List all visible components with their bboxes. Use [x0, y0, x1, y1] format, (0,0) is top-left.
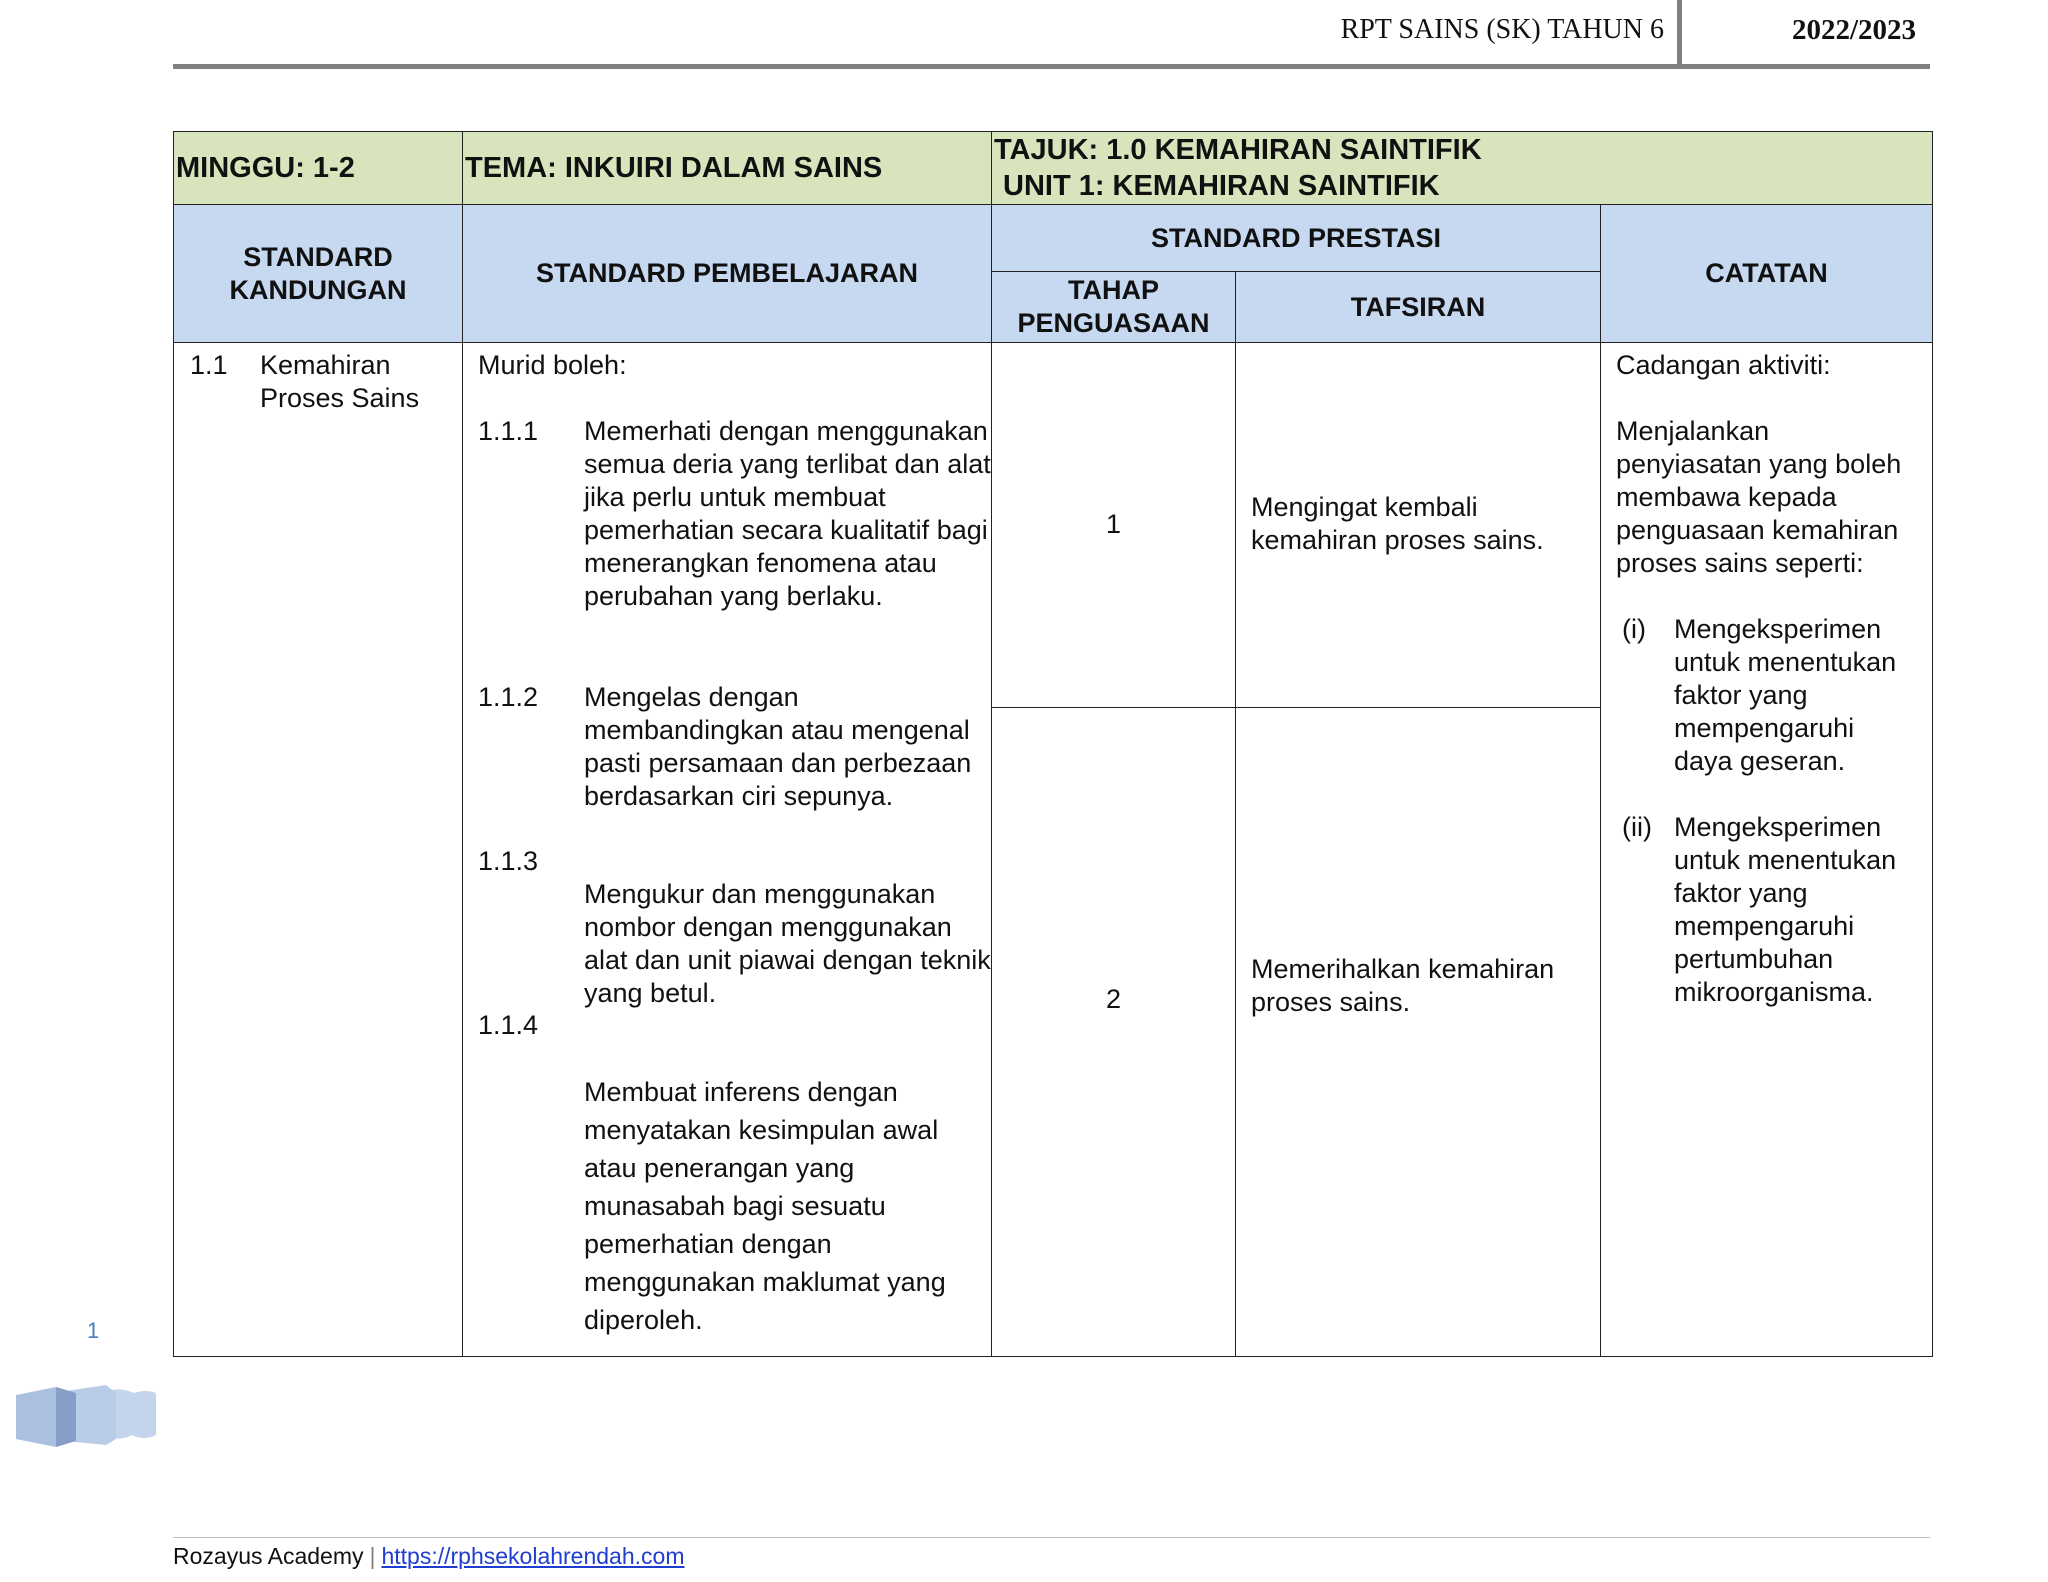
footer-rule [173, 1537, 1930, 1538]
footer-separator: | [369, 1543, 376, 1569]
header-tahap-penguasaan [992, 272, 1236, 343]
row-divider [991, 707, 1236, 708]
footer [173, 1543, 684, 1570]
header-tafsiran: TAFSIRAN [1236, 272, 1601, 343]
catatan-item-text: Mengeksperimen untuk menentukan faktor yang mempengaruhi pertumbuhan mikroorganisma. [1674, 812, 1897, 1007]
sp-item-text: Mengelas dengan membandingkan atau mengenal pasti persamaan dan perbezaan berdasarkan ciri sepunya. [584, 682, 972, 811]
header-standard-prestasi: STANDARD PRESTASI [992, 205, 1601, 272]
sp-item-code: 1.1.1 [478, 416, 539, 446]
page-header [173, 0, 1930, 69]
tafsiran-value: Mengingat kembali kemahiran proses sains. [1251, 492, 1544, 555]
tajuk-line-2: UNIT 1: KEMAHIRAN SAINTIFIK [1003, 170, 1440, 202]
page-number: 1 [87, 1318, 100, 1343]
footer-org: Rozayus Academy [173, 1543, 364, 1569]
tahap-penguasaan-cell [992, 343, 1236, 1357]
tajuk-cell [992, 132, 1933, 205]
logo-icon [16, 1385, 156, 1447]
header-year: 2022/2023 [1791, 14, 1916, 46]
sp-item-code: 1.1.3 [478, 846, 539, 876]
header-standard-pembelajaran: STANDARD PEMBELAJARAN [463, 205, 992, 343]
sp-item-code: 1.1.2 [478, 682, 539, 712]
header-title: RPT SAINS (SK) TAHUN 6 [1340, 14, 1664, 45]
sp-item-text: Mengukur dan menggunakan nombor dengan menggunakan alat dan unit piawai dengan teknik yang betul. [584, 879, 991, 1008]
header-sk-line-1: STANDARD [243, 241, 393, 272]
tahap-value: 2 [1105, 984, 1122, 1014]
standard-kandungan-cell [174, 343, 463, 1357]
tafsiran-value: Memerihalkan kemahiran proses sains. [1251, 954, 1555, 1017]
content-row [174, 343, 1933, 1357]
header-row-1 [174, 205, 1933, 272]
header-sk-line-2: KANDUNGAN [229, 274, 407, 305]
tahap-value: 1 [1105, 509, 1122, 539]
sp-item-text: Membuat inferens dengan menyatakan kesimpulan awal atau penerangan yang munasabah bagi sesuatu pemerhatian dengan menggunakan maklumat yang diperoleh. [584, 1077, 946, 1335]
standard-pembelajaran-cell [463, 343, 992, 1357]
minggu-cell: MINGGU: 1-2 [174, 132, 463, 205]
catatan-item-number: (ii) [1622, 812, 1652, 842]
catatan-item-text: Mengeksperimen untuk menentukan faktor yang mempengaruhi daya geseran. [1674, 614, 1897, 776]
footer-link[interactable]: https://rphsekolahrendah.com [381, 1543, 685, 1569]
sk-number: 1.1 [190, 350, 228, 380]
header-tp-line-2: PENGUASAAN [1017, 308, 1210, 338]
header-separator [1677, 0, 1682, 64]
tafsiran-cell [1236, 343, 1601, 1357]
rpt-table [173, 131, 1933, 1357]
catatan-cell [1601, 343, 1933, 1357]
catatan-paragraph: Menjalankan penyiasatan yang boleh membawa kepada penguasaan kemahiran proses sains seperti: [1616, 416, 1902, 578]
row-divider [1235, 707, 1601, 708]
title-row [174, 132, 1933, 205]
sp-intro: Murid boleh: [478, 350, 627, 380]
tajuk-line-1: TAJUK: 1.0 KEMAHIRAN SAINTIFIK [994, 134, 1482, 166]
tema-cell: TEMA: INKUIRI DALAM SAINS [463, 132, 992, 205]
header-tp-line-1: TAHAP [1068, 275, 1159, 305]
catatan-item-number: (i) [1622, 614, 1646, 644]
sp-item-code: 1.1.4 [478, 1010, 539, 1040]
sk-text: Kemahiran Proses Sains [260, 350, 420, 413]
header-standard-kandungan [174, 205, 463, 343]
sp-item-text: Memerhati dengan menggunakan semua deria yang terlibat dan alat jika perlu untuk membuat pemerhatian secara kualitatif bagi menerangkan fenomena atau perubahan yang berlaku. [584, 416, 991, 611]
catatan-intro: Cadangan aktiviti: [1616, 350, 1831, 380]
header-catatan: CATATAN [1601, 205, 1933, 343]
